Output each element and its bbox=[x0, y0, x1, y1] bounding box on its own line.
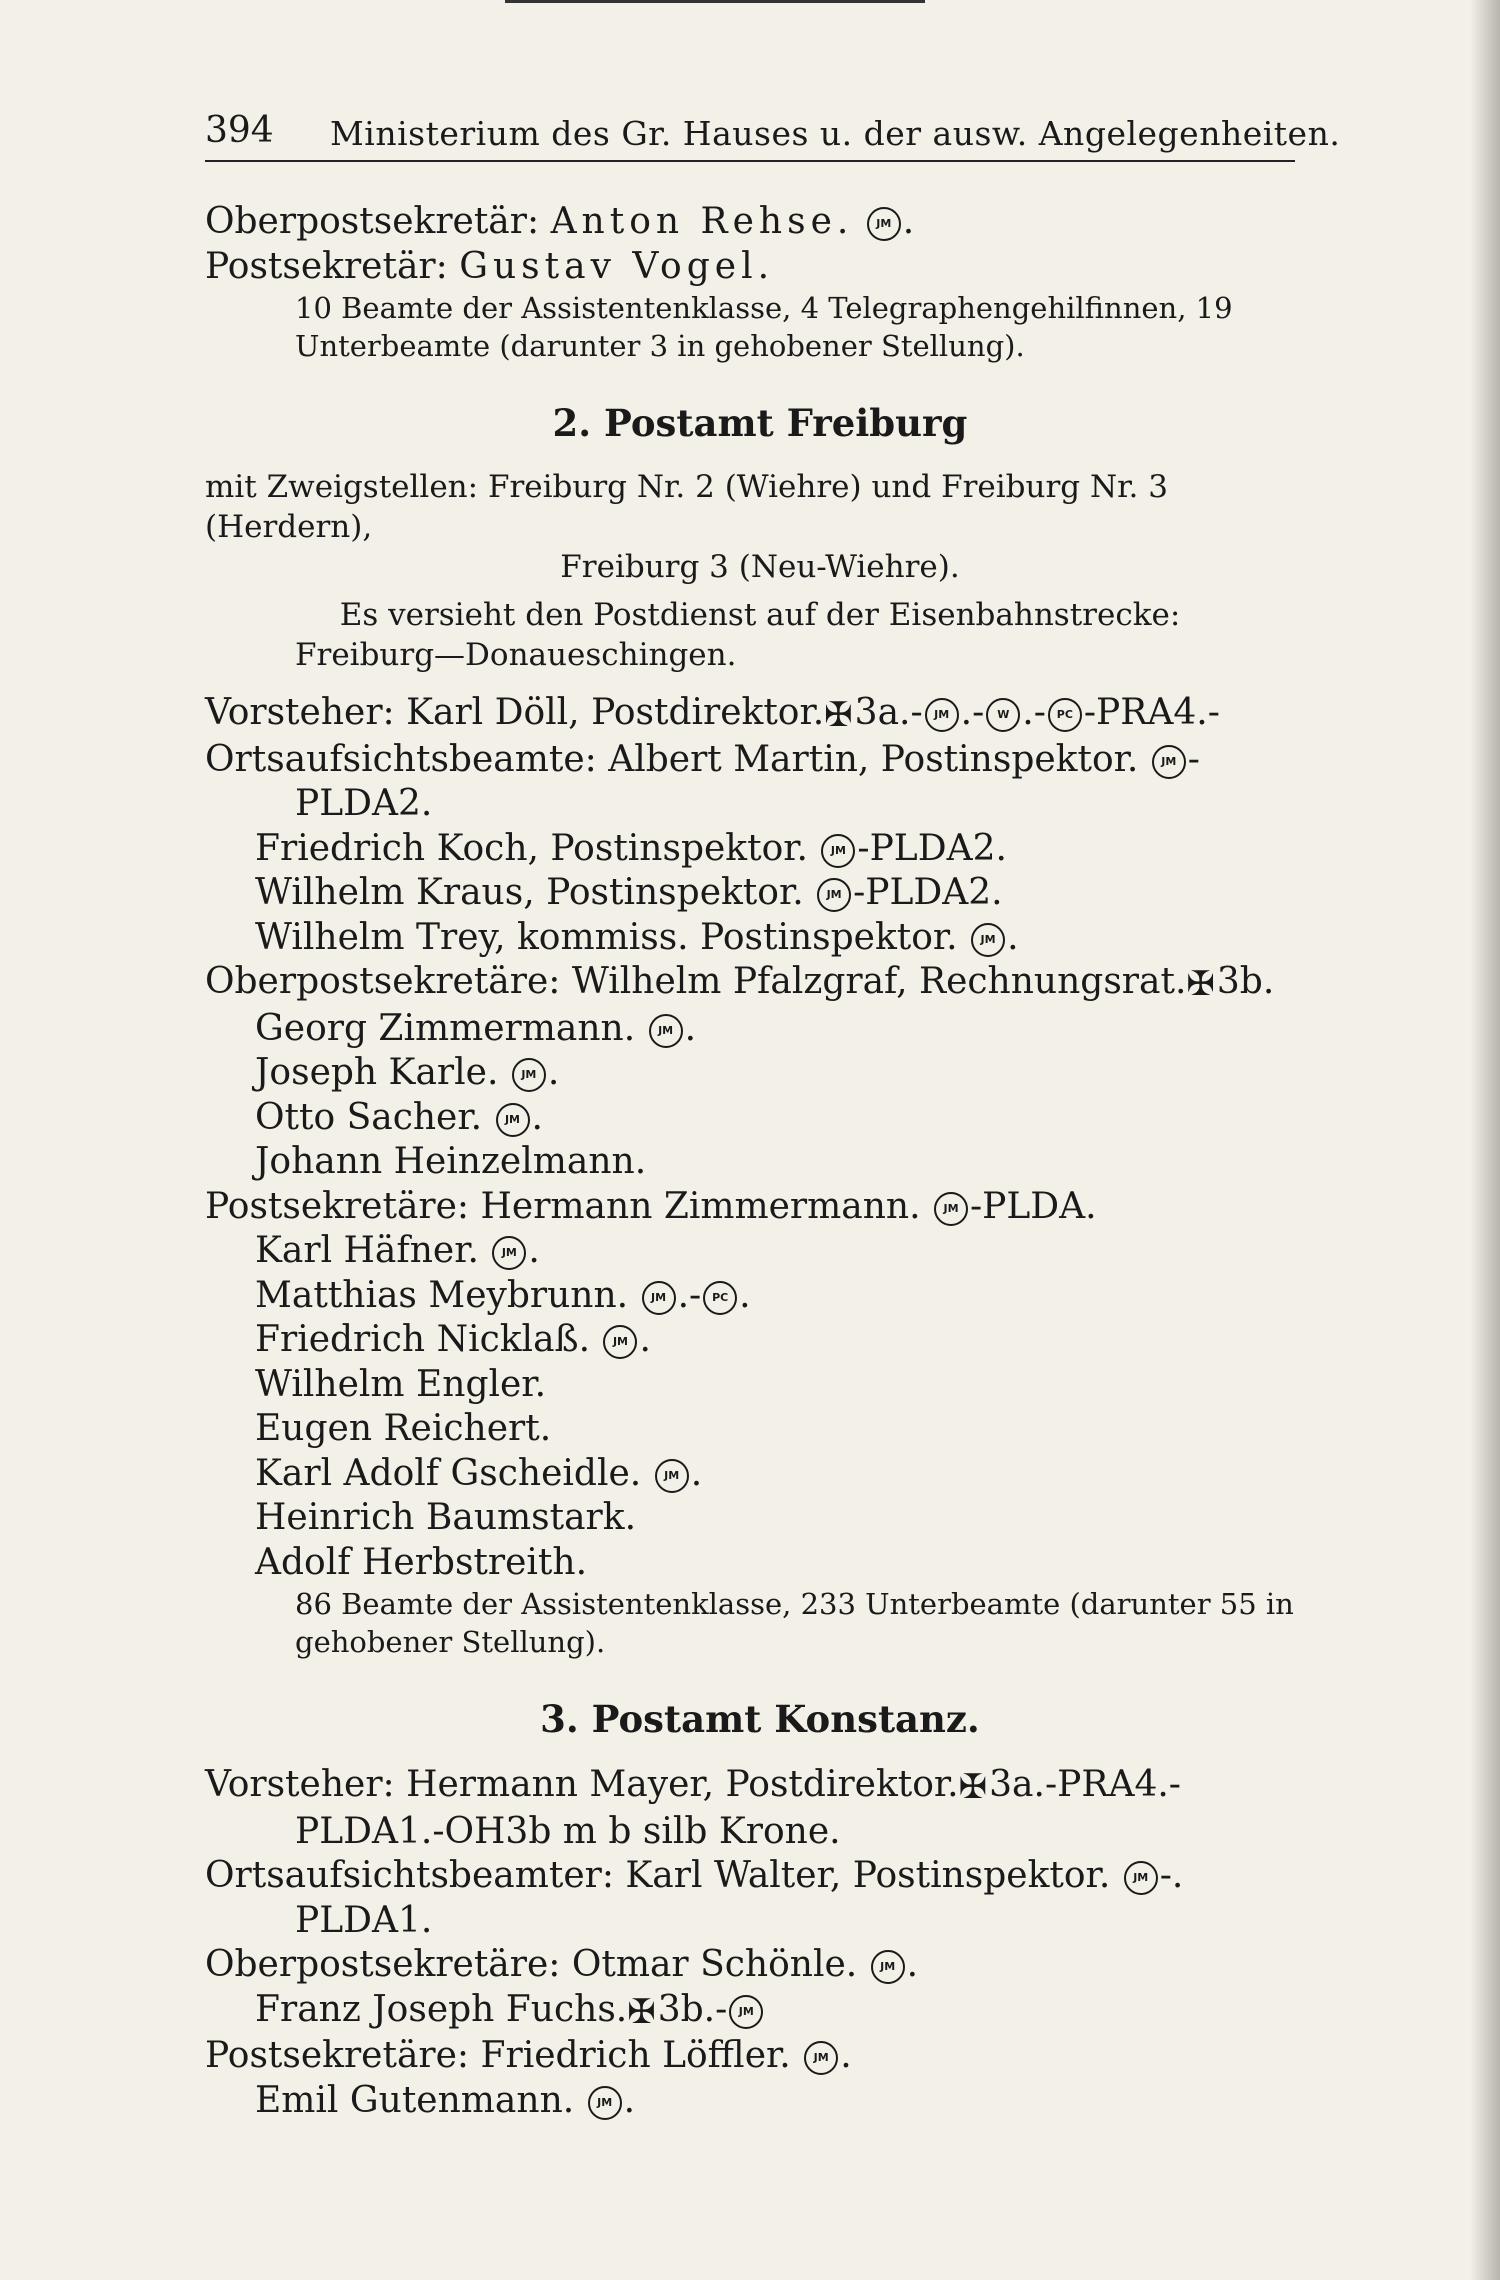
entry-baumstark bbox=[205, 1496, 1315, 1541]
staff-note: 10 Beamte der Assistentenklasse, 4 Telegraphengehilfinnen, 19 Unterbeamte (darunter 3 in gehobener Stellung). bbox=[295, 291, 1233, 363]
jm-medal-icon: JM bbox=[655, 1459, 689, 1493]
intro-railway: Es versieht den Postdienst auf der Eisenbahnstrecke: bbox=[339, 597, 1181, 633]
entry-ortsaufsicht-cont bbox=[205, 782, 1315, 827]
entry-kraus bbox=[205, 871, 1315, 916]
entry-text: Otto Sacher. bbox=[255, 1096, 483, 1138]
entry-suffix: . bbox=[684, 1007, 697, 1049]
entry-nicklass bbox=[205, 1318, 1315, 1363]
entry-heinzelmann bbox=[205, 1140, 1315, 1185]
jm-medal-icon: JM bbox=[649, 1014, 683, 1048]
intro-route: Freiburg—Donaueschingen. bbox=[295, 637, 737, 673]
entry-name: Gustav Vogel. bbox=[459, 245, 775, 287]
entry-text: Wilhelm Trey, kommiss. Postinspektor. bbox=[255, 916, 958, 958]
entry-text: Joseph Karle. bbox=[255, 1052, 499, 1093]
entry-suffix: . bbox=[639, 1319, 651, 1360]
entry-mayer bbox=[205, 1763, 1315, 1810]
entry-text: Georg Zimmermann. bbox=[255, 1007, 636, 1049]
top-rule bbox=[505, 0, 925, 3]
jm-medal-icon: JM bbox=[492, 1236, 526, 1270]
entry-label: Oberpostsekretär: bbox=[205, 201, 540, 242]
entry-name: Anton Rehse. bbox=[550, 201, 854, 242]
jm-medal-icon: JM bbox=[817, 878, 851, 912]
entry-suffix2: -PRA4.- bbox=[1083, 692, 1220, 733]
entry-mayer-cont bbox=[205, 1810, 1315, 1855]
freiburg-staff-list bbox=[205, 691, 1315, 1585]
entry-text: Heinrich Baumstark. bbox=[255, 1497, 637, 1538]
konstanz-staff-list bbox=[205, 1763, 1315, 2123]
jm-medal-icon: JM bbox=[1124, 1861, 1158, 1895]
section-heading-konstanz: 3. Postamt Konstanz. bbox=[540, 1697, 980, 1741]
entry-trey bbox=[205, 916, 1315, 961]
entry-text: Vorsteher: Hermann Mayer, Postdirektor. bbox=[205, 1764, 959, 1805]
pc-medal-icon: PC bbox=[1048, 698, 1082, 732]
jm-medal-icon: JM bbox=[729, 1995, 763, 2029]
entry-text: Ortsaufsichtsbeamter: Karl Walter, Postinspektor. bbox=[205, 1855, 1111, 1896]
entry-text: PLDA1. bbox=[295, 1899, 433, 1941]
page-header bbox=[205, 104, 1341, 162]
w-medal-icon: W bbox=[986, 698, 1020, 732]
jm-medal-icon: JM bbox=[871, 1950, 905, 1984]
entry-suffix: 3b.- bbox=[657, 1988, 728, 2030]
jm-medal-icon: JM bbox=[804, 2041, 838, 2075]
entry-text: Oberpostsekretäre: Wilhelm Pfalzgraf, Rechnungsrat. bbox=[205, 961, 1187, 1002]
order-cross-icon: ✠ bbox=[1186, 964, 1215, 1004]
jm-medal-icon: JM bbox=[588, 2086, 622, 2120]
pc-medal-icon: PC bbox=[703, 1281, 737, 1315]
entry-suffix: . bbox=[690, 1452, 703, 1494]
entry-ortsaufsicht bbox=[205, 738, 1315, 783]
order-cross-icon: ✠ bbox=[958, 1767, 988, 1807]
entry-zimmermann-h bbox=[205, 1185, 1315, 1230]
entry-sacher bbox=[205, 1096, 1315, 1141]
entry-suffix: . bbox=[1007, 916, 1019, 958]
entry-text: Oberpostsekretäre: Otmar Schönle. bbox=[205, 1944, 858, 1985]
entry-loeffler bbox=[205, 2034, 1315, 2079]
entry-suffix: 3a.- bbox=[854, 692, 923, 733]
entry-suffix: . bbox=[739, 1274, 751, 1316]
binding-shadow bbox=[1470, 0, 1500, 2280]
entry-walter bbox=[205, 1854, 1315, 1899]
entry-suffix: . bbox=[906, 1944, 919, 1985]
jm-medal-icon: JM bbox=[642, 1281, 676, 1315]
entry-meybrunn: Matthias Meybrunn. JM .- PC . bbox=[255, 1274, 751, 1316]
entry-text: Postsekretäre: Friedrich Löffler. bbox=[205, 2035, 791, 2076]
jm-medal-icon: JM bbox=[821, 834, 855, 868]
entry-herbstreith bbox=[205, 1541, 1315, 1586]
entry-schoenle bbox=[205, 1943, 1315, 1988]
entry-fuchs bbox=[205, 1988, 1315, 2035]
entry-engler bbox=[205, 1363, 1315, 1408]
entry-suffix: 3a.-PRA4.- bbox=[989, 1764, 1181, 1805]
entry-karle bbox=[205, 1051, 1315, 1096]
entry-text: Vorsteher: Karl Döll, Postdirektor. bbox=[205, 692, 825, 733]
entry-suffix: . bbox=[840, 2035, 852, 2076]
jm-medal-icon: JM bbox=[512, 1058, 546, 1092]
entry-suffix: -PLDA. bbox=[970, 1185, 1097, 1227]
entry-suffix: . bbox=[547, 1052, 560, 1093]
entry-koch bbox=[205, 827, 1315, 872]
entry-label: Postsekretär: bbox=[205, 245, 448, 287]
jm-medal-icon: JM bbox=[603, 1325, 637, 1359]
entry-postsekretaer bbox=[205, 245, 1315, 290]
entry-zimmermann-g bbox=[205, 1007, 1315, 1052]
entry-text: Johann Heinzelmann. bbox=[255, 1141, 647, 1182]
entry-text: Wilhelm Kraus, Postinspektor. bbox=[255, 872, 804, 913]
entry-suffix: - bbox=[1187, 738, 1200, 780]
staff-note-freiburg: 86 Beamte der Assistentenklasse, 233 Unterbeamte (darunter 55 in gehobener Stellung). bbox=[295, 1587, 1294, 1659]
jm-medal-icon: JM bbox=[971, 923, 1005, 957]
entry-text: Wilhelm Engler. bbox=[255, 1363, 547, 1405]
order-cross-icon: ✠ bbox=[824, 695, 853, 735]
jm-medal-icon: JM bbox=[867, 207, 901, 241]
jm-medal-icon: JM bbox=[1152, 745, 1186, 779]
entry-walter-cont bbox=[205, 1899, 1315, 1944]
intro-branches: mit Zweigstellen: Freiburg Nr. 2 (Wiehre) und Freiburg Nr. 3 (Herdern), bbox=[205, 469, 1168, 545]
page-number: 394 bbox=[205, 110, 274, 151]
entry-gutenmann bbox=[205, 2079, 1315, 2124]
entry-suffix: . bbox=[531, 1096, 543, 1138]
entry-text: Adolf Herbstreith. bbox=[255, 1541, 588, 1583]
entry-text: Eugen Reichert. bbox=[255, 1408, 552, 1449]
entry-suffix: -PLDA2. bbox=[857, 827, 1007, 869]
entry-text: Friedrich Nicklaß. bbox=[255, 1319, 591, 1360]
entry-suffix: -PLDA2. bbox=[853, 872, 1003, 913]
entry-haefner bbox=[205, 1229, 1315, 1274]
entry-suffix: 3b. bbox=[1216, 961, 1275, 1002]
running-title: Ministerium des Gr. Hauses u. der ausw. Angelegenheiten. bbox=[330, 114, 1341, 153]
entry-vorsteher: Vorsteher: Karl Döll, Postdirektor.✠3a.- JM .- W .- PC -PRA4.- bbox=[205, 691, 1315, 738]
entry-suffix: -. bbox=[1159, 1855, 1184, 1896]
entry-oberpostsekretaer bbox=[205, 200, 1315, 245]
entry-suffix: . bbox=[623, 2079, 636, 2121]
intro-branches-cont: Freiburg 3 (Neu-Wiehre). bbox=[560, 549, 960, 585]
entry-tail: . bbox=[902, 201, 915, 242]
entry-text: Ortsaufsichtsbeamte: Albert Martin, Postinspektor. bbox=[205, 738, 1139, 780]
entry-gscheidle bbox=[205, 1452, 1315, 1497]
jm-medal-icon: JM bbox=[925, 698, 959, 732]
entry-text: Karl Häfner. bbox=[255, 1230, 479, 1271]
entry-suffix: . bbox=[528, 1230, 540, 1271]
entry-text: Karl Adolf Gscheidle. bbox=[255, 1452, 642, 1494]
page-content bbox=[205, 200, 1315, 2123]
entry-text: Emil Gutenmann. bbox=[255, 2079, 575, 2121]
entry-text: Postsekretäre: Hermann Zimmermann. bbox=[205, 1185, 921, 1227]
entry-text: PLDA1.-OH3b m b silb Krone. bbox=[295, 1810, 841, 1852]
section-heading-freiburg: 2. Postamt Freiburg bbox=[552, 401, 968, 445]
order-cross-icon: ✠ bbox=[627, 1991, 656, 2032]
entry-text: PLDA2. bbox=[295, 783, 433, 824]
entry-reichert bbox=[205, 1407, 1315, 1452]
jm-medal-icon: JM bbox=[496, 1103, 530, 1137]
jm-medal-icon: JM bbox=[934, 1192, 968, 1226]
entry-text: Franz Joseph Fuchs. bbox=[255, 1988, 628, 2030]
entry-text: Matthias Meybrunn. bbox=[255, 1274, 629, 1316]
entry-pfalzgraf bbox=[205, 960, 1315, 1007]
entry-text: Friedrich Koch, Postinspektor. bbox=[255, 827, 808, 869]
